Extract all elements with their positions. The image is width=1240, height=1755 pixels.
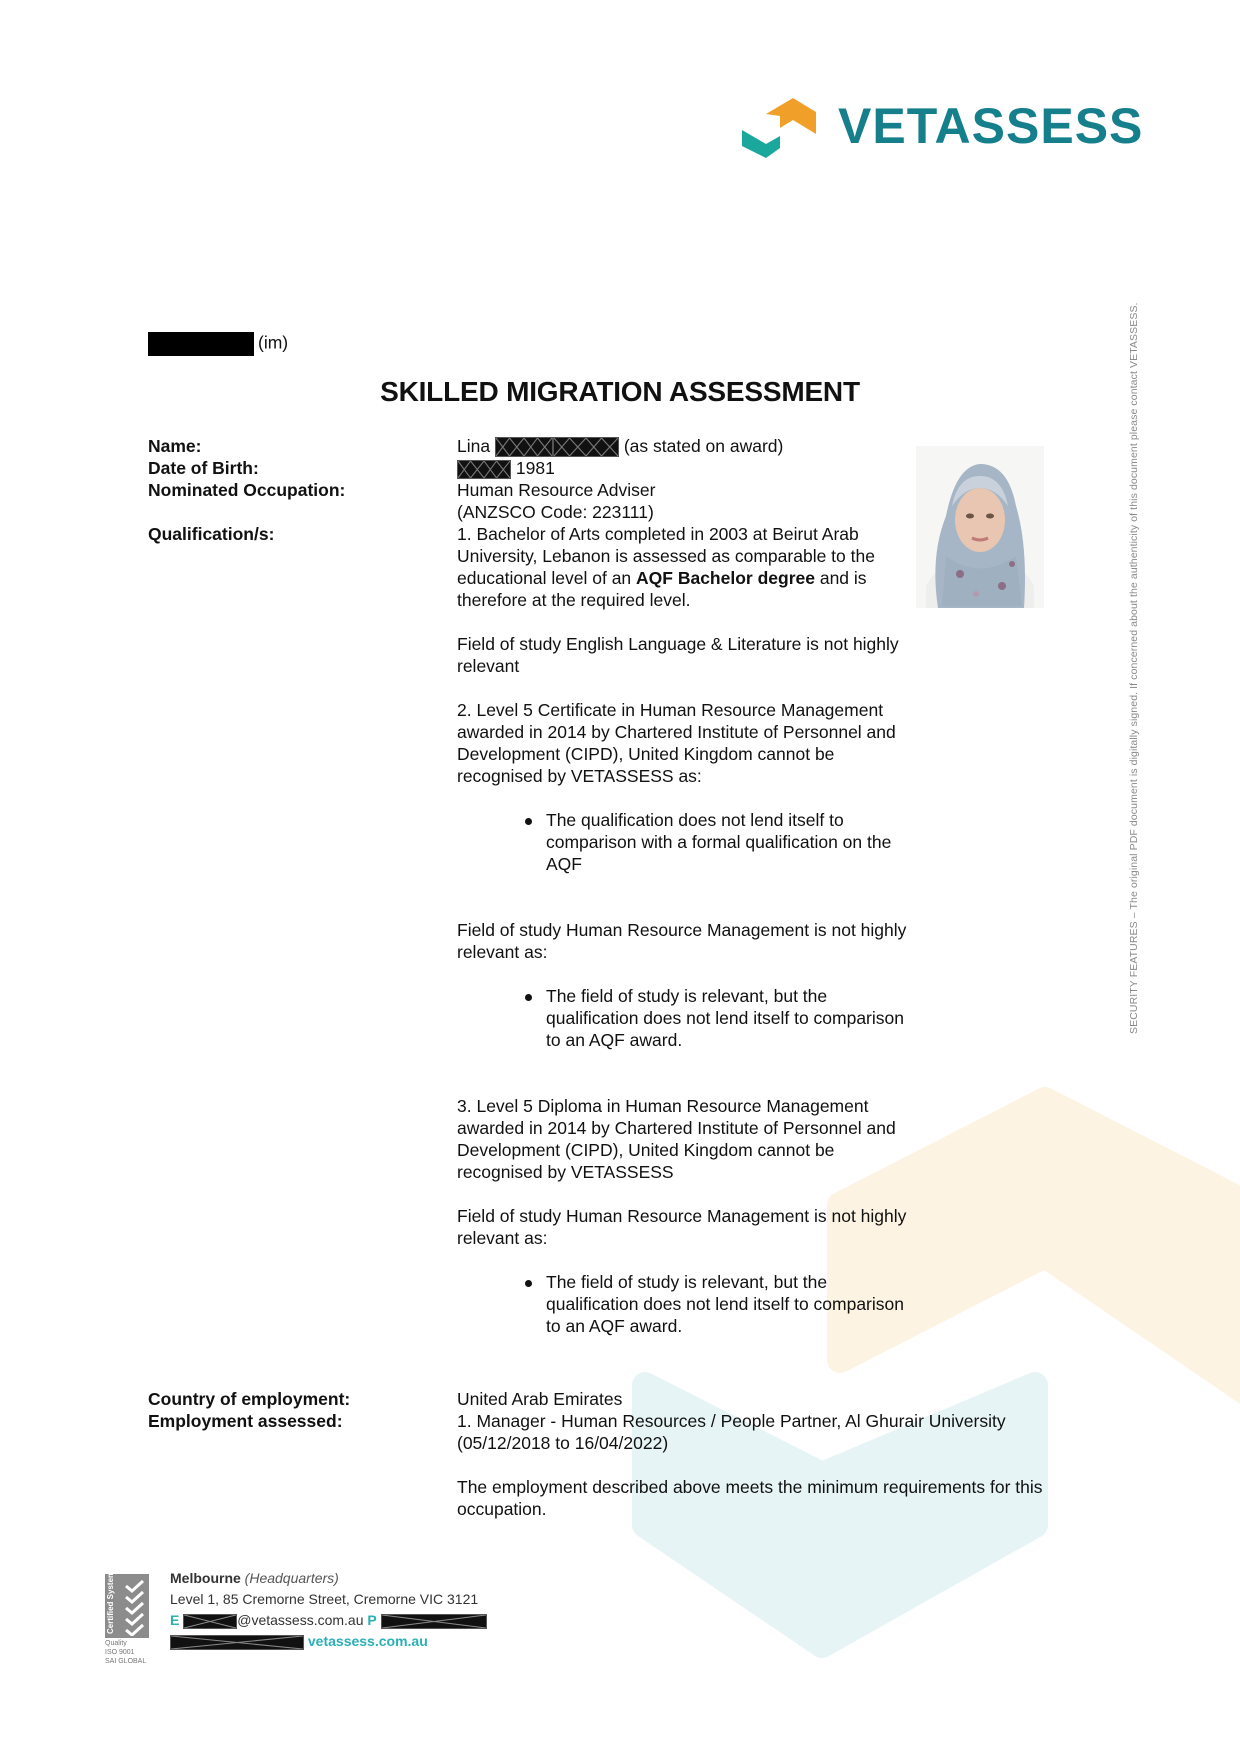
bullet-text: The field of study is relevant, but the qualification does not lend itself to comparison to an AQF award. bbox=[546, 986, 904, 1050]
checkmarks-icon bbox=[122, 1578, 148, 1636]
employment-item: 1. Manager - Human Resources / People Partner, Al Ghurair University bbox=[457, 1411, 1006, 1431]
occupation-value bbox=[457, 479, 917, 523]
qualification-1 bbox=[457, 523, 917, 611]
employment-outcome: The employment described above meets the minimum requirements for this occupation. bbox=[457, 1477, 1043, 1519]
employment-dates: (05/12/2018 to 16/04/2022) bbox=[457, 1433, 669, 1453]
qualification-1-field: Field of study English Language & Literature is not highly relevant bbox=[457, 634, 899, 676]
cert-label: Certified System bbox=[106, 1570, 115, 1634]
footer-website-line bbox=[170, 1631, 487, 1652]
birth-year: 1981 bbox=[515, 458, 555, 478]
logo-mark-icon bbox=[738, 90, 822, 162]
cert-iso: ISO 9001 bbox=[105, 1649, 135, 1656]
qualification-2-field: Field of study Human Resource Management is not highly relevant as: bbox=[457, 920, 907, 962]
dob-value bbox=[457, 457, 917, 479]
page-title: SKILLED MIGRATION ASSESSMENT bbox=[380, 376, 860, 407]
redacted-reference bbox=[148, 332, 254, 356]
logo-wordmark: VETASSESS bbox=[838, 98, 1144, 154]
email-domain[interactable]: @vetassess.com.au bbox=[237, 1612, 364, 1628]
office-type: (Headquarters) bbox=[244, 1570, 339, 1586]
employment-section bbox=[457, 1388, 1097, 1520]
qualification-2-reasons bbox=[457, 809, 917, 875]
cert-quality: Quality bbox=[105, 1640, 127, 1647]
email-prefix: E bbox=[170, 1612, 180, 1628]
certified-system-box bbox=[105, 1570, 149, 1638]
applicant-photo bbox=[916, 446, 1044, 608]
redacted-birth-day-month bbox=[457, 460, 511, 479]
bullet-icon bbox=[525, 818, 532, 825]
anzsco-code: (ANZSCO Code: 223111) bbox=[457, 502, 654, 522]
qualification-2-field-reasons bbox=[457, 985, 917, 1051]
redacted-text bbox=[170, 1635, 304, 1650]
employment-label: Employment assessed: bbox=[148, 1411, 343, 1431]
qualification-2: 2. Level 5 Certificate in Human Resource Management awarded in 2014 by Chartered Institute of Personnel and Development (CIPD), United Kingdom cannot be recognised by VETASSESS as: bbox=[457, 700, 896, 786]
qualification-3: 3. Level 5 Diploma in Human Resource Management awarded in 2014 by Chartered Institute of Personnel and Development (CIPD), United Kingdom cannot be recognised by VETASSESS bbox=[457, 1096, 896, 1182]
reference-line bbox=[148, 332, 288, 356]
dob-label: Date of Birth: bbox=[148, 458, 259, 478]
country-label: Country of employment: bbox=[148, 1389, 351, 1409]
reference-suffix: (im) bbox=[258, 332, 289, 353]
vetassess-logo bbox=[738, 90, 1148, 162]
country-value: United Arab Emirates bbox=[457, 1389, 623, 1409]
qualifications-section bbox=[457, 523, 917, 1337]
redacted-email-user bbox=[183, 1614, 237, 1629]
cert-sai-global: SAI GLOBAL bbox=[105, 1658, 147, 1665]
first-name: Lina bbox=[457, 436, 491, 456]
website-link[interactable]: vetassess.com.au bbox=[307, 1633, 428, 1649]
cert-details bbox=[105, 1639, 146, 1666]
footer-office bbox=[170, 1568, 487, 1589]
office-city: Melbourne bbox=[170, 1570, 241, 1586]
portrait-image bbox=[916, 446, 1044, 608]
security-notice-text: SECURITY FEATURES – The original PDF document is digitally signed. If concerned about the authenticity of this document please contact VETASSESS. bbox=[1128, 302, 1140, 1034]
redacted-phone bbox=[381, 1614, 487, 1629]
name-label: Name: bbox=[148, 436, 202, 456]
redacted-middle-name bbox=[495, 437, 553, 457]
list-item bbox=[457, 1271, 917, 1337]
bullet-icon bbox=[525, 994, 532, 1001]
qualification-1-level: AQF Bachelor degree bbox=[636, 568, 815, 588]
occupation-label: Nominated Occupation: bbox=[148, 480, 346, 500]
qualification-3-field-reasons bbox=[457, 1271, 917, 1337]
qualification-1-text: 1. Bachelor of Arts completed in 2003 at Beirut Arab University, Lebanon is assessed as comparable to the educational level of an bbox=[457, 524, 875, 588]
footer-contact-line bbox=[170, 1610, 487, 1631]
name-suffix: (as stated on award) bbox=[623, 436, 784, 456]
redacted-surname bbox=[553, 437, 619, 457]
occupation-name: Human Resource Adviser bbox=[457, 480, 656, 500]
bullet-icon bbox=[525, 1280, 532, 1287]
bullet-text: The qualification does not lend itself to comparison with a formal qualification on the AQF bbox=[546, 810, 892, 874]
list-item bbox=[457, 985, 917, 1051]
iso-certification-badge bbox=[105, 1570, 150, 1665]
list-item bbox=[457, 809, 917, 875]
footer-contact bbox=[170, 1568, 487, 1652]
qualification-3-field: Field of study Human Resource Management is not highly relevant as: bbox=[457, 1206, 907, 1248]
qualifications-label: Qualification/s: bbox=[148, 524, 275, 544]
office-address: Level 1, 85 Cremorne Street, Cremorne VIC 3121 bbox=[170, 1591, 479, 1607]
bullet-text: The field of study is relevant, but the qualification does not lend itself to comparison to an AQF award. bbox=[546, 1272, 904, 1336]
qualification-1-outcome: and is therefore at the required level. bbox=[457, 568, 867, 610]
phone-prefix: P bbox=[367, 1612, 377, 1628]
name-value bbox=[457, 435, 917, 457]
